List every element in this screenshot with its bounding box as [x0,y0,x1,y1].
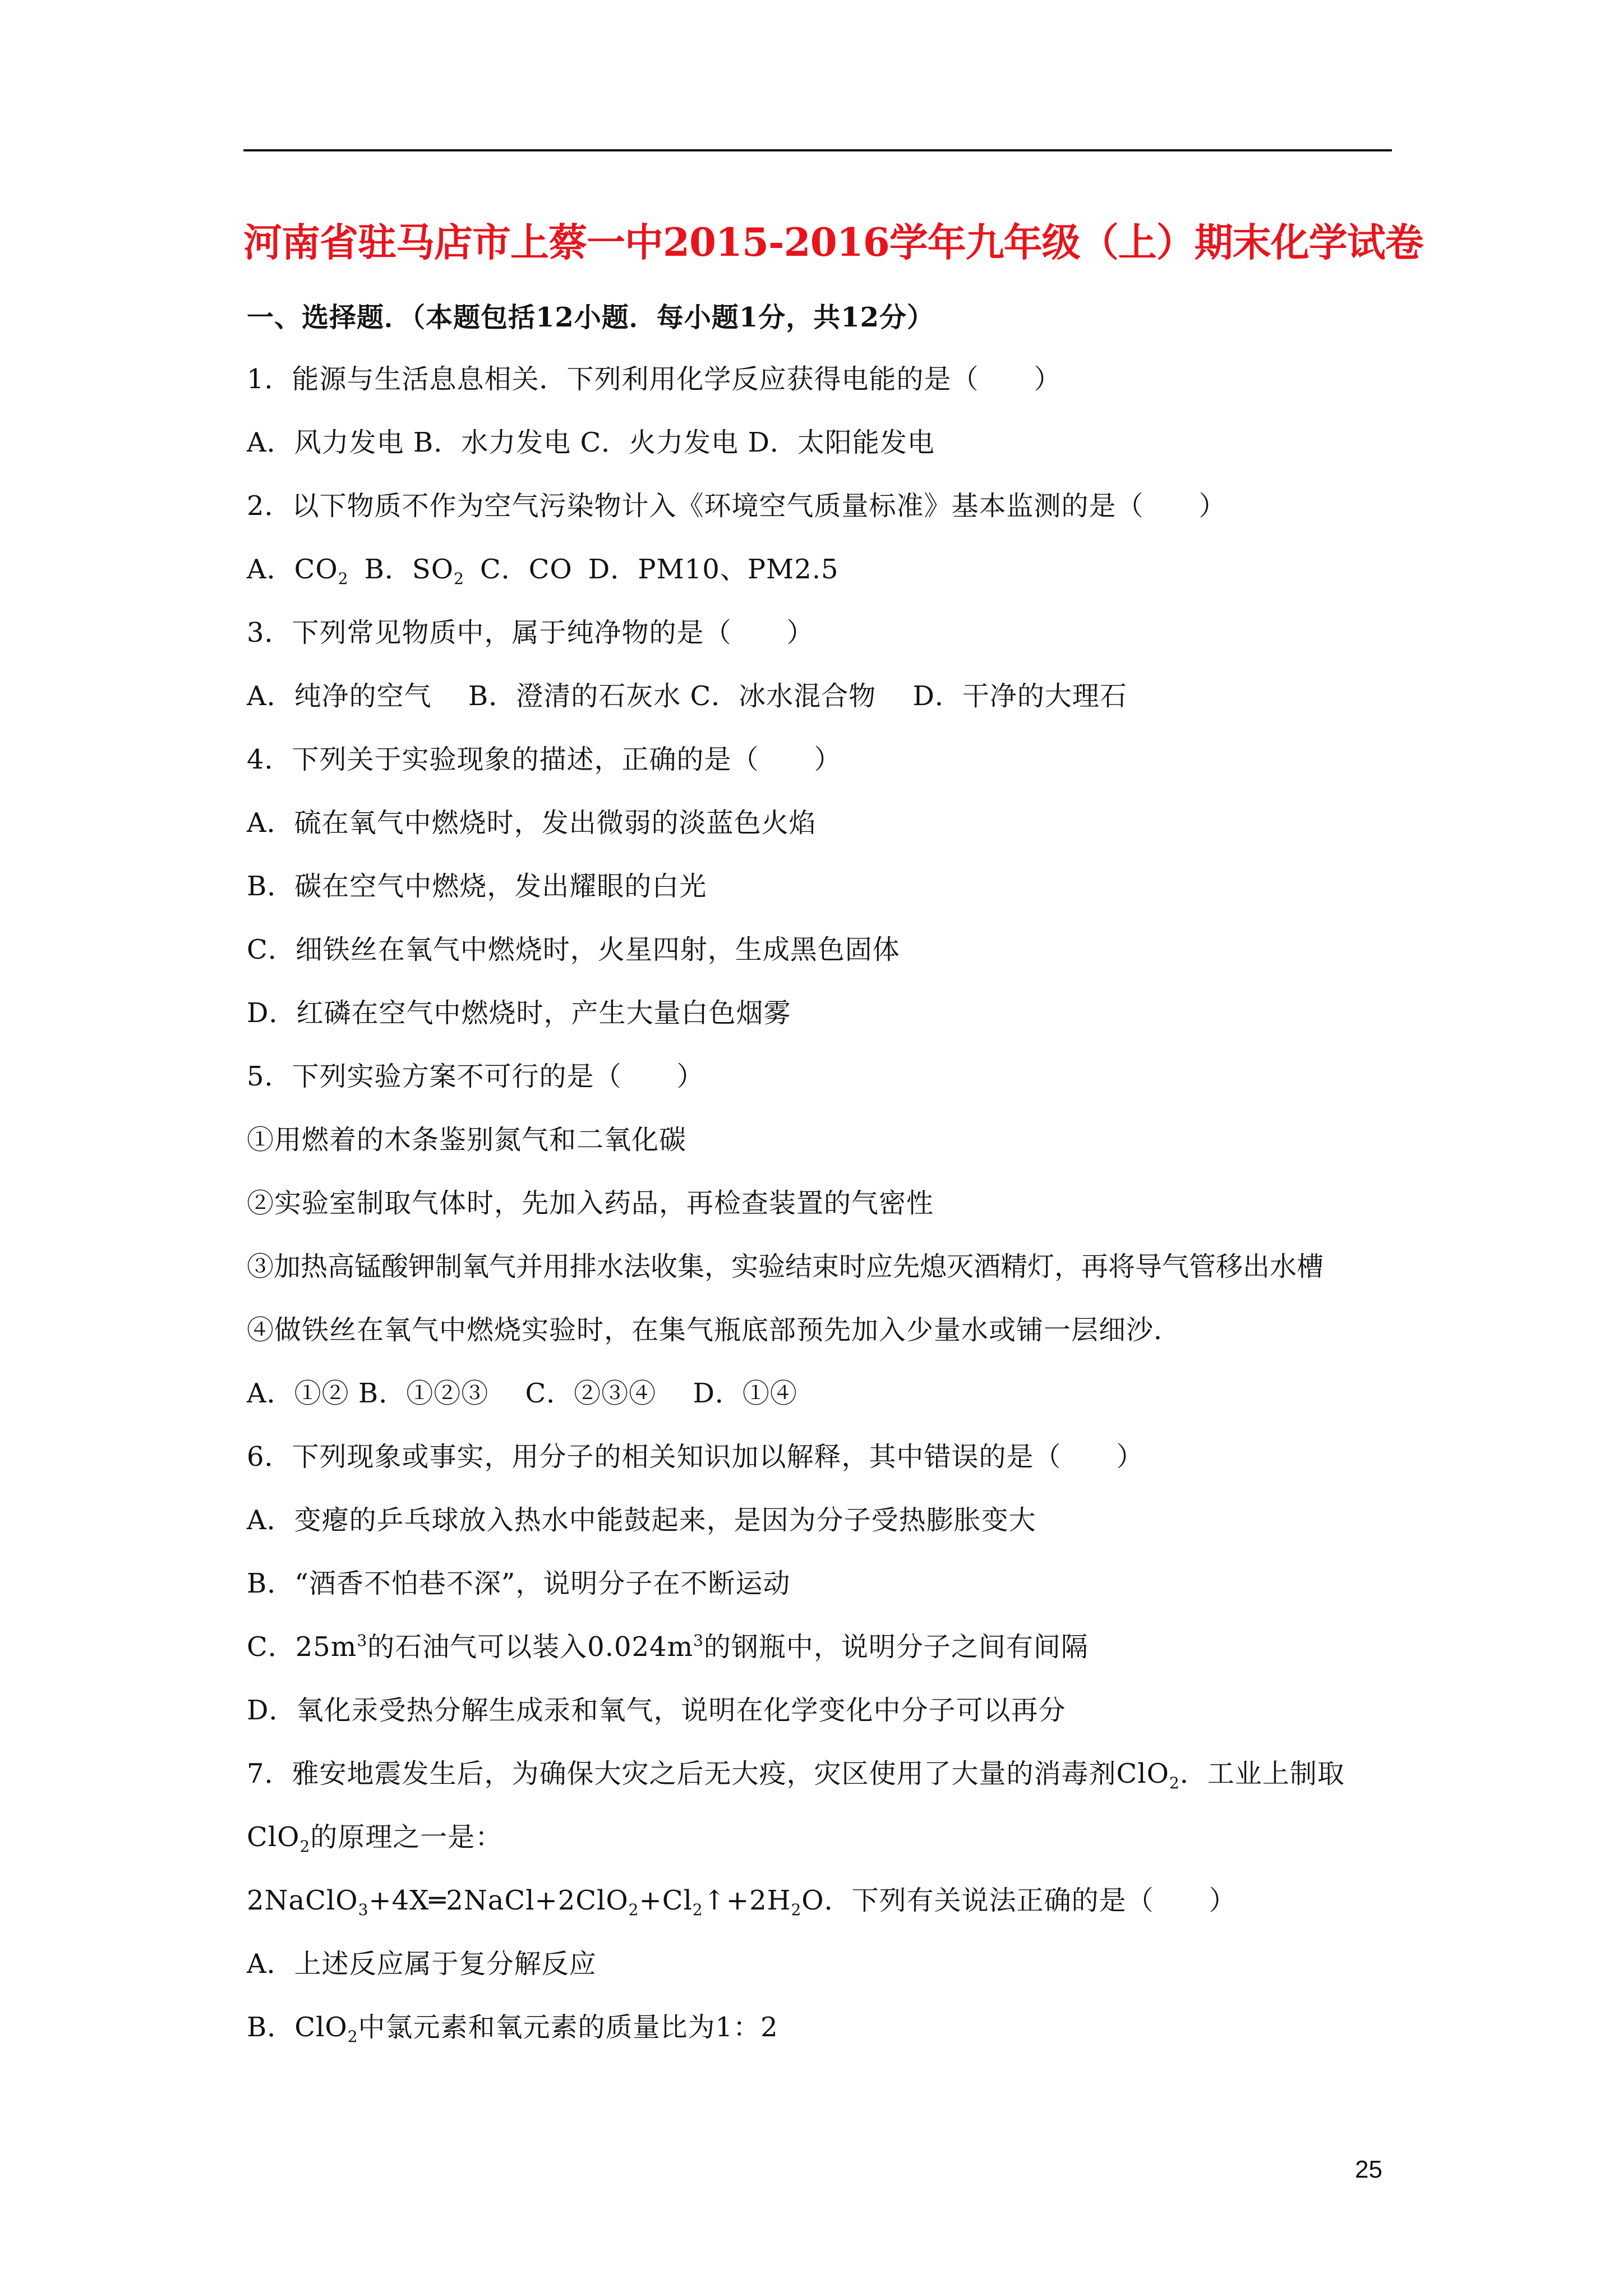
q7-equation: $2NaClO_3+4X═2NaCl+2ClO_2+Cl_2↑+2H_2O$．下列有关说法正确的是（ ） [247,1885,1237,1919]
q4-option-c: C．细铁丝在氧气中燃烧时，火星四射，生成黑色固体 [247,934,900,965]
header-rule [243,149,1392,151]
q1-stem: 1．能源与生活息息相关．下列利用化学反应获得电能的是（ ） [247,364,1062,395]
q5-stem: 5．下列实验方案不可行的是（ ） [247,1061,704,1092]
q2-stem: 2．以下物质不作为空气污染物计入《环境空气质量标准》基本监测的是（ ） [247,490,1227,522]
q6-stem: 6．下列现象或事实，用分子的相关知识加以解释，其中错误的是（ ） [247,1441,1144,1473]
q5-statement-3: ③加热高锰酸钾制氧气并用排水法收集，实验结束时应先熄灭酒精灯，再将导气管移出水槽 [247,1251,1324,1282]
q2-option-c: C．CO [479,554,573,585]
q2-option-a: A．$CO_2$ [247,554,349,588]
q3-stem: 3．下列常见物质中，属于纯净物的是（ ） [247,617,814,648]
q7-option-b: B．ClO$_2$中氯元素和氧元素的质量比为1：2 [247,2012,778,2046]
q7-stem-line2: ClO$_2$的原理之一是： [247,1821,503,1856]
page-number: 25 [1355,2156,1382,2183]
q7-option-a: A．上述反应属于复分解反应 [247,1948,597,1980]
q2-option-d: D．PM10、PM2.5 [588,554,839,585]
exam-title: 河南省驻马店市上蔡一中2015-2016学年九年级（上）期末化学试卷 [243,220,1423,265]
q6-option-d: D．氧化汞受热分解生成汞和氧气，说明在化学变化中分子可以再分 [247,1695,1066,1726]
q1-options: A．风力发电 B．水力发电 C．火力发电 D．太阳能发电 [247,427,935,458]
q2-options [247,549,839,590]
q6-option-b: B．“酒香不怕巷不深”，说明分子在不断运动 [247,1568,791,1599]
q6-option-a: A．变瘪的乒乓球放入热水中能鼓起来，是因为分子受热膨胀变大 [247,1504,1036,1536]
q4-option-d: D．红磷在空气中燃烧时，产生大量白色烟雾 [247,997,791,1029]
q5-statement-4: ④做铁丝在氧气中燃烧实验时，在集气瓶底部预先加入少量水或铺一层细沙． [247,1314,1182,1346]
section-heading: 一、选择题．（本题包括12小题．每小题1分，共12分） [247,302,934,333]
q4-stem: 4．下列关于实验现象的描述，正确的是（ ） [247,744,842,775]
q2-option-b: B．$SO_2$ [364,554,464,588]
q4-option-b: B．碳在空气中燃烧，发出耀眼的白光 [247,871,707,902]
q6-option-c: C．$25m^3$的石油气可以装入$0.024m^3$的钢瓶中，说明分子之间有间隔 [247,1631,1089,1663]
q5-statement-2: ②实验室制取气体时，先加入药品，再检查装置的气密性 [247,1188,934,1219]
q5-options: A．①② B．①②③ C．②③④ D．①④ [247,1378,797,1409]
q5-statement-1: ①用燃着的木条鉴别氮气和二氧化碳 [247,1124,687,1156]
q7-stem: 7．雅安地震发生后，为确保大灾之后无大疫，灾区使用了大量的消毒剂ClO$_2$．工业上制取 [247,1758,1345,1792]
q4-option-a: A．硫在氧气中燃烧时，发出微弱的淡蓝色火焰 [247,807,817,839]
q3-options: A．纯净的空气 B．澄清的石灰水 C．冰水混合物 D．干净的大理石 [247,680,1127,712]
